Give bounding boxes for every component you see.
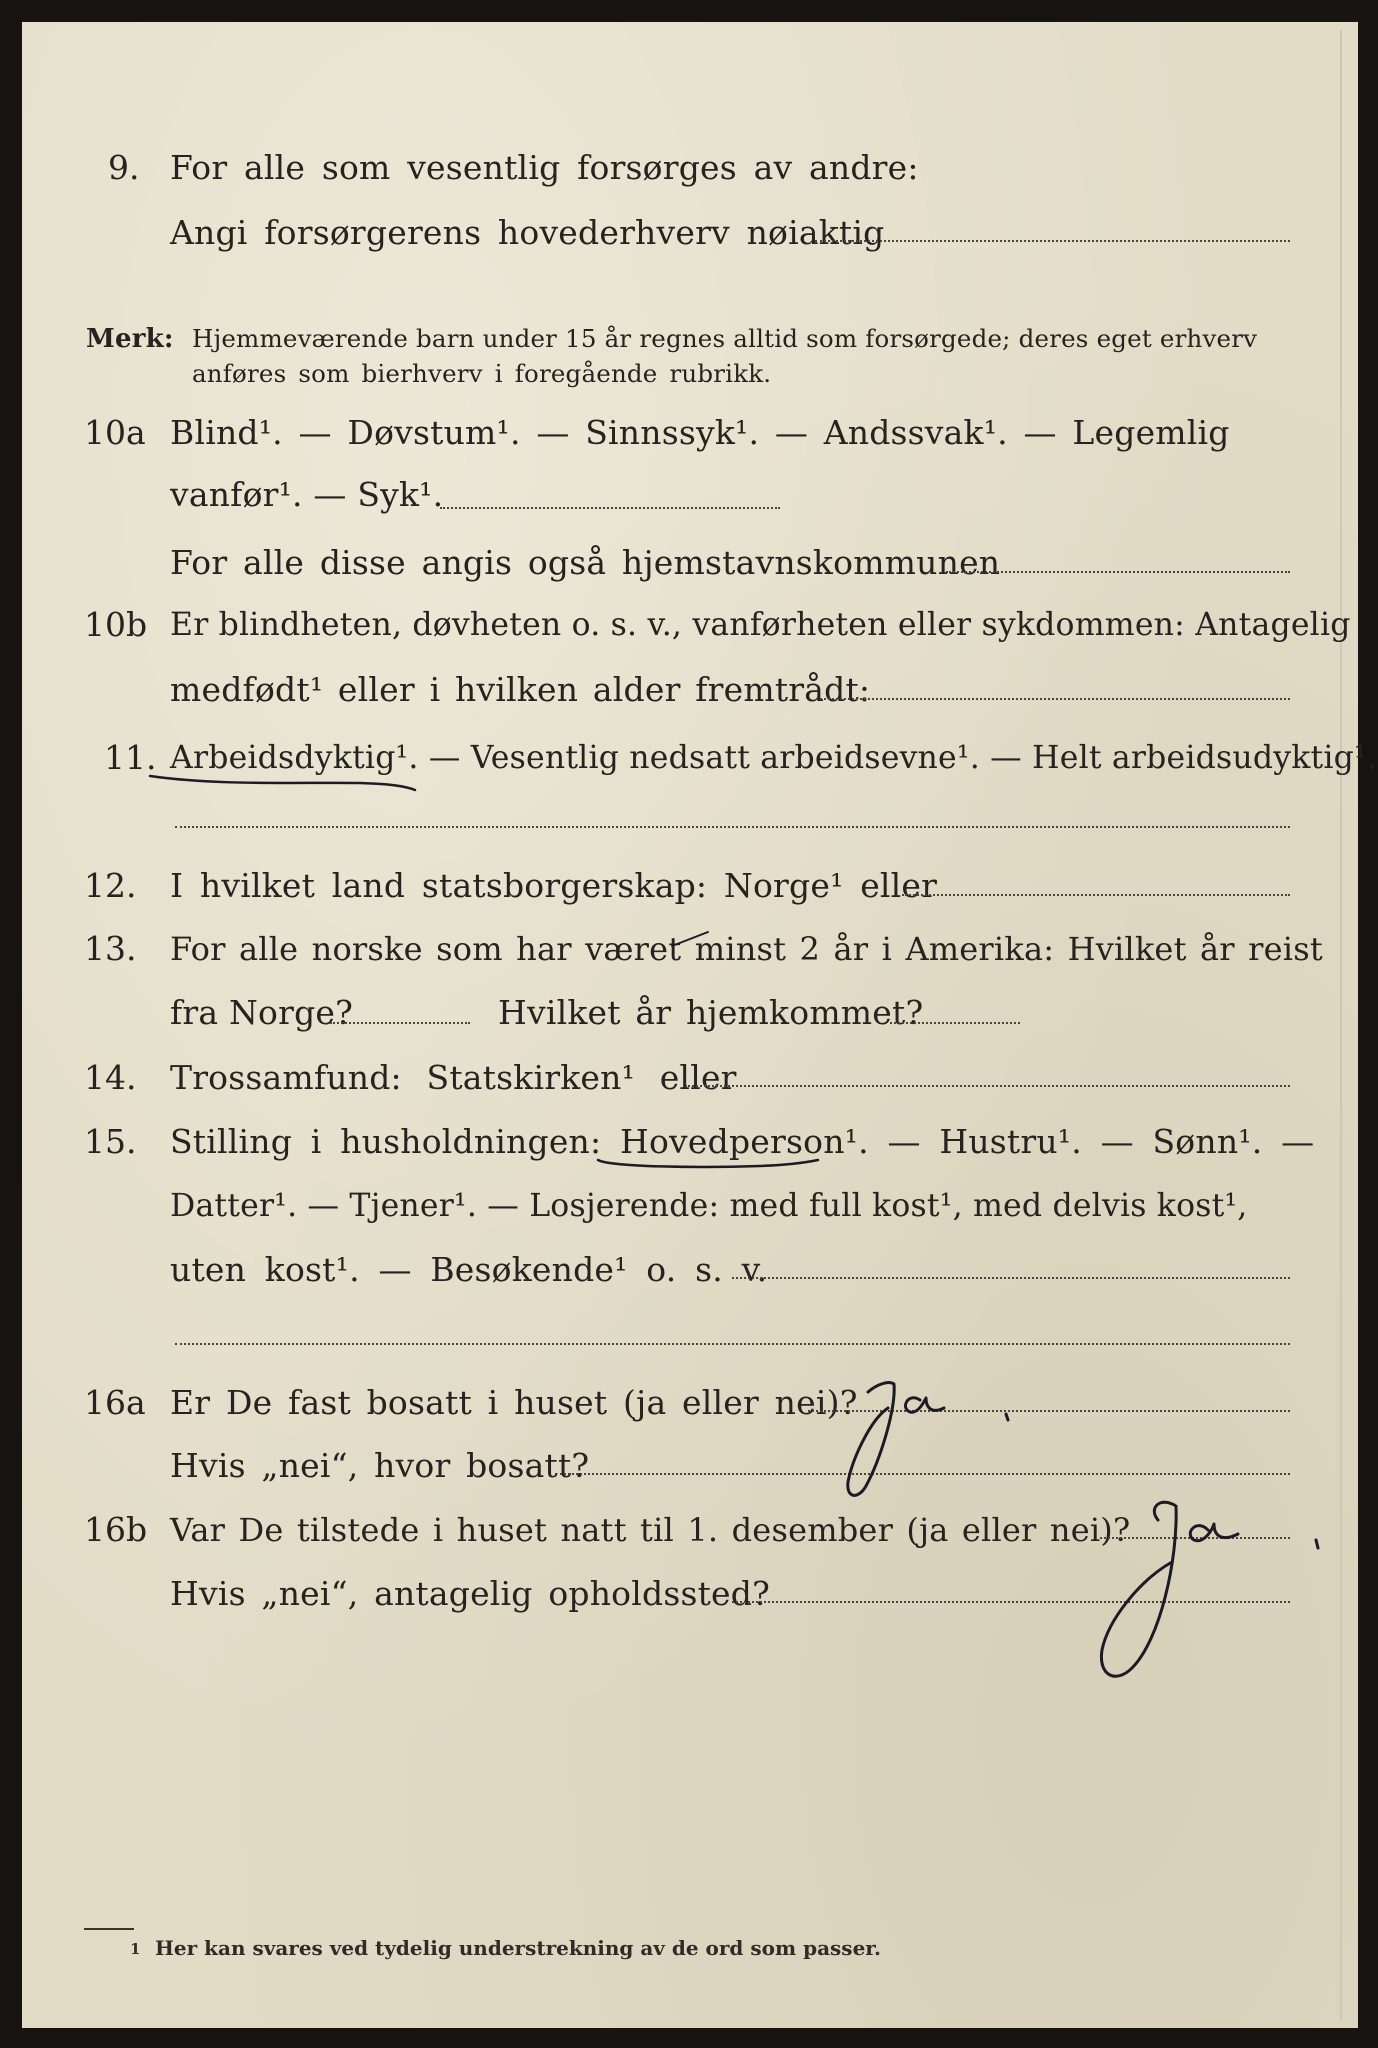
footnote-marker: 1 — [130, 1940, 141, 1958]
q10a-line3: For alle disse angis også hjemstavnskommunen — [170, 543, 1001, 582]
q10a-syk-answer-line[interactable] — [440, 507, 780, 509]
q15-line2: Datter¹. — Tjener¹. — Losjerende: med full kost¹, med delvis kost¹, — [170, 1188, 1248, 1224]
q16a-number: 16a — [84, 1383, 146, 1422]
q14-number: 14. — [84, 1058, 137, 1097]
q14-line1: Trossamfund: Statskirken¹ eller — [170, 1058, 737, 1097]
q16a-line2: Hvis „nei“, hvor bosatt? — [170, 1446, 590, 1485]
merk-line1: Hjemmeværende barn under 15 år regnes alltid som forsørgede; deres eget erhverv — [192, 324, 1258, 353]
q15-line1: Stilling i husholdningen: Hovedperson¹. — Hustru¹. — Sønn¹. — — [170, 1122, 1315, 1161]
card-edge-line — [1340, 30, 1342, 2020]
q16b-line2: Hvis „nei“, antagelig opholdssted? — [170, 1574, 770, 1613]
q16b-line1: Var De tilstede i huset natt til 1. desember (ja eller nei)? — [170, 1511, 1131, 1549]
q11-answer-line[interactable] — [175, 826, 1290, 828]
q13-reist-answer-line[interactable] — [330, 1022, 470, 1024]
footnote-rule — [84, 1928, 134, 1930]
q10a-number: 10a — [84, 413, 146, 452]
q13-line1: For alle norske som har været minst 2 år i Amerika: Hvilket år reist — [170, 930, 1323, 968]
merk-label: Merk: — [86, 324, 174, 354]
q12-number: 12. — [84, 866, 137, 905]
q16a-answer-line[interactable] — [808, 1410, 1290, 1412]
q10a-answer-line[interactable] — [946, 571, 1290, 573]
q11-number: 11. — [104, 738, 157, 777]
q16a-line1: Er De fast bosatt i huset (ja eller nei)? — [170, 1383, 858, 1422]
q10b-answer-line[interactable] — [816, 698, 1290, 700]
q12-line1: I hvilket land statsborgerskap: Norge¹ eller — [170, 866, 938, 905]
q10a-line1: Blind¹. — Døvstum¹. — Sinnssyk¹. — Andssvak¹. — Legemlig — [170, 413, 1230, 452]
q16b-answer-line[interactable] — [1100, 1537, 1290, 1539]
q13-line2a: fra Norge? — [170, 993, 354, 1032]
q10b-line1: Er blindheten, døvheten o. s. v., vanførheten eller sykdommen: Antagelig — [170, 607, 1351, 643]
q15-answer-line-2[interactable] — [175, 1343, 1290, 1345]
q10b-line2: medfødt¹ eller i hvilken alder fremtrådt: — [170, 670, 871, 709]
q13-hjemkommet-answer-line[interactable] — [890, 1022, 1020, 1024]
footnote-text: Her kan svares ved tydelig understrekning av de ord som passer. — [155, 1936, 881, 1960]
q13-line2b: Hvilket år hjemkommet? — [498, 993, 924, 1032]
q16b-opholdssted-answer-line[interactable] — [732, 1601, 1290, 1603]
merk-line2: anføres som bierhverv i foregående rubrikk. — [192, 359, 772, 388]
q15-number: 15. — [84, 1122, 137, 1161]
q9-line2: Angi forsørgerens hovederhverv nøiaktig — [170, 213, 885, 252]
q15-answer-line[interactable] — [732, 1277, 1290, 1279]
q16a-bosatt-answer-line[interactable] — [560, 1473, 1290, 1475]
q9-number: 9. — [108, 148, 140, 187]
q16b-number: 16b — [84, 1510, 148, 1549]
q12-answer-line[interactable] — [902, 894, 1290, 896]
q10a-line2: vanfør¹. — Syk¹. — [170, 475, 444, 514]
q15-line3: uten kost¹. — Besøkende¹ o. s. v. — [170, 1250, 768, 1289]
q13-number: 13. — [84, 929, 137, 968]
q9-line1: For alle som vesentlig forsørges av andre: — [170, 148, 919, 187]
q14-answer-line[interactable] — [685, 1085, 1290, 1087]
q11-line1: Arbeidsdyktig¹. — Vesentlig nedsatt arbeidsevne¹. — Helt arbeidsudyktig¹. — [170, 740, 1378, 776]
q9-answer-line[interactable] — [815, 240, 1290, 242]
q10b-number: 10b — [84, 605, 148, 644]
